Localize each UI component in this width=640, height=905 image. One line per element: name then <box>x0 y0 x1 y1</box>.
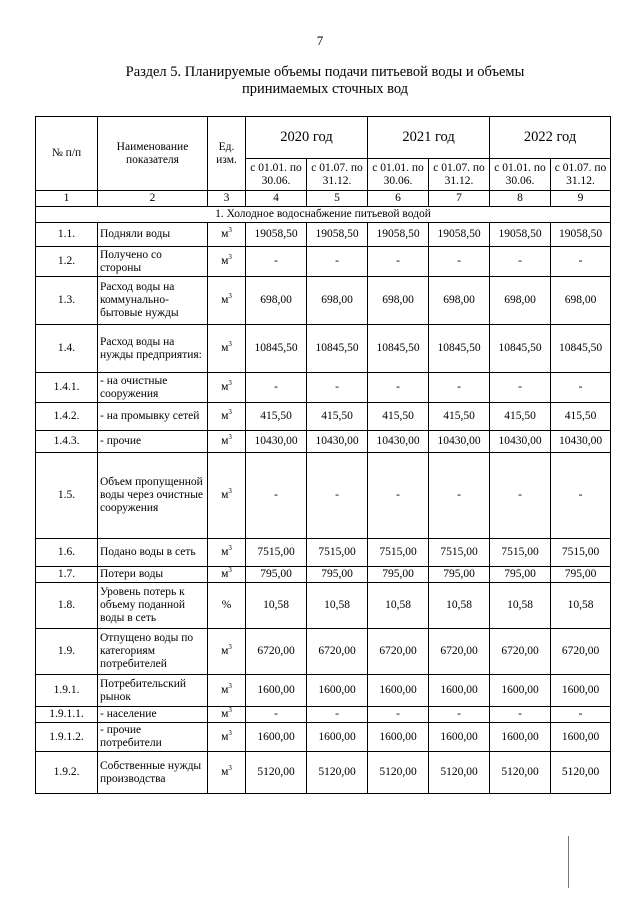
table-row <box>36 567 611 583</box>
header-period: с 01.07. по 31.12. <box>307 159 368 191</box>
row-value: - <box>551 373 611 403</box>
row-unit <box>208 707 246 723</box>
title-line-2: принимаемых сточных вод <box>241 81 409 97</box>
row-value: 795,00 <box>429 567 490 583</box>
row-value: 10845,50 <box>551 325 611 373</box>
row-value: - <box>490 373 551 403</box>
index-cell: 5 <box>307 191 368 207</box>
row-number: 1.8. <box>36 583 98 629</box>
row-value: 5120,00 <box>551 752 611 794</box>
unit-text: м <box>221 381 229 393</box>
unit-superscript: 3 <box>228 544 232 553</box>
row-number: 1.3. <box>36 277 98 325</box>
header-name: Наименование показателя <box>98 117 208 191</box>
row-number: 1.4. <box>36 325 98 373</box>
unit-text: м <box>221 435 229 447</box>
row-name: Подано воды в сеть <box>98 539 208 567</box>
row-value: - <box>368 707 429 723</box>
row-value: - <box>429 373 490 403</box>
row-value: 698,00 <box>429 277 490 325</box>
table-row <box>36 325 611 373</box>
row-value: 6720,00 <box>368 629 429 675</box>
row-value: 10430,00 <box>307 431 368 453</box>
header-period: с 01.01. по 30.06. <box>368 159 429 191</box>
row-value: - <box>490 453 551 539</box>
unit-superscript: 3 <box>228 566 232 575</box>
row-value: 415,50 <box>551 403 611 431</box>
table-row <box>36 675 611 707</box>
row-value: 1600,00 <box>368 675 429 707</box>
row-value: 415,50 <box>368 403 429 431</box>
table-row <box>36 223 611 247</box>
row-number: 1.4.2. <box>36 403 98 431</box>
index-cell: 3 <box>208 191 246 207</box>
header-period: с 01.07. по 31.12. <box>429 159 490 191</box>
header-year-2021: 2021 год <box>368 117 490 159</box>
row-value: 19058,50 <box>429 223 490 247</box>
unit-text: м <box>221 546 229 558</box>
unit-text: м <box>221 228 229 240</box>
header-period: с 01.01. по 30.06. <box>490 159 551 191</box>
row-value: 698,00 <box>307 277 368 325</box>
row-unit <box>208 247 246 277</box>
row-value: 7515,00 <box>307 539 368 567</box>
row-number: 1.1. <box>36 223 98 247</box>
row-name: Отпущено воды по категориям потребителей <box>98 629 208 675</box>
row-value: 1600,00 <box>246 675 307 707</box>
row-value: - <box>368 373 429 403</box>
unit-text: м <box>221 645 229 657</box>
row-value: 415,50 <box>307 403 368 431</box>
row-value: - <box>490 707 551 723</box>
row-value: 10,58 <box>307 583 368 629</box>
row-number: 1.5. <box>36 453 98 539</box>
row-value: 10430,00 <box>429 431 490 453</box>
row-number: 1.9.1.2. <box>36 723 98 752</box>
row-value: 1600,00 <box>368 723 429 752</box>
row-name: Подняли воды <box>98 223 208 247</box>
table-row <box>36 752 611 794</box>
row-unit <box>208 539 246 567</box>
row-name: - на очистные сооружения <box>98 373 208 403</box>
row-value: - <box>368 247 429 277</box>
unit-superscript: 3 <box>228 706 232 715</box>
row-value: 1600,00 <box>307 675 368 707</box>
unit-superscript: 3 <box>228 728 232 737</box>
title-line-1: Раздел 5. Планируемые объемы подачи питьевой воды и объемы <box>125 64 525 80</box>
unit-text: м <box>221 708 229 720</box>
row-value: 10,58 <box>429 583 490 629</box>
row-name: Расход воды на коммунально-бытовые нужды <box>98 277 208 325</box>
row-value: 10430,00 <box>490 431 551 453</box>
row-value: 7515,00 <box>551 539 611 567</box>
row-value: 415,50 <box>429 403 490 431</box>
row-value: - <box>429 707 490 723</box>
row-unit <box>208 277 246 325</box>
unit-text: м <box>221 684 229 696</box>
row-value: 10845,50 <box>307 325 368 373</box>
row-value: - <box>551 247 611 277</box>
row-unit <box>208 223 246 247</box>
header-year-2022: 2022 год <box>490 117 611 159</box>
row-value: 19058,50 <box>551 223 611 247</box>
row-unit <box>208 629 246 675</box>
row-name: Объем пропущенной воды через очистные сооружения <box>98 453 208 539</box>
row-unit <box>208 373 246 403</box>
row-value: 5120,00 <box>246 752 307 794</box>
unit-text: м <box>221 766 229 778</box>
row-unit <box>208 567 246 583</box>
index-cell: 9 <box>551 191 611 207</box>
row-value: 7515,00 <box>429 539 490 567</box>
row-value: - <box>307 373 368 403</box>
row-value: 698,00 <box>490 277 551 325</box>
unit-text: м <box>221 730 229 743</box>
row-number: 1.9.1.1. <box>36 707 98 723</box>
header-period: с 01.07. по 31.12. <box>551 159 611 191</box>
row-value: 1600,00 <box>429 675 490 707</box>
unit-text: м <box>221 294 229 306</box>
header-year-2020: 2020 год <box>246 117 368 159</box>
row-unit <box>208 723 246 752</box>
row-value: 795,00 <box>368 567 429 583</box>
row-value: - <box>368 453 429 539</box>
row-value: 1600,00 <box>429 723 490 752</box>
row-unit <box>208 431 246 453</box>
row-name: Собственные нужды производства <box>98 752 208 794</box>
index-cell: 4 <box>246 191 307 207</box>
row-value: - <box>307 707 368 723</box>
row-value: - <box>246 247 307 277</box>
row-value: 19058,50 <box>368 223 429 247</box>
row-value: - <box>429 247 490 277</box>
row-name: Получено со стороны <box>98 247 208 277</box>
page-number: 7 <box>316 33 324 48</box>
row-value: 1600,00 <box>490 675 551 707</box>
water-volumes-table <box>35 116 611 794</box>
table-row <box>36 723 611 752</box>
header-num: № п/п <box>36 117 98 191</box>
table-row <box>36 403 611 431</box>
row-value: 415,50 <box>490 403 551 431</box>
row-value: - <box>551 707 611 723</box>
unit-superscript: 3 <box>228 379 232 388</box>
row-value: 6720,00 <box>246 629 307 675</box>
row-value: 6720,00 <box>307 629 368 675</box>
row-unit <box>208 675 246 707</box>
row-value: 415,50 <box>246 403 307 431</box>
row-number: 1.9. <box>36 629 98 675</box>
row-value: 6720,00 <box>490 629 551 675</box>
row-value: 10,58 <box>490 583 551 629</box>
table-row <box>36 247 611 277</box>
unit-superscript: 3 <box>228 487 232 496</box>
row-value: 1600,00 <box>246 723 307 752</box>
unit-superscript: 3 <box>228 433 232 442</box>
row-value: 795,00 <box>246 567 307 583</box>
row-name: - прочие потребители <box>98 723 208 752</box>
unit-text: м <box>221 568 229 580</box>
row-value: 10,58 <box>246 583 307 629</box>
row-unit <box>208 453 246 539</box>
row-value: 795,00 <box>551 567 611 583</box>
table-row <box>36 373 611 403</box>
table-row <box>36 707 611 723</box>
row-number: 1.7. <box>36 567 98 583</box>
row-number: 1.4.3. <box>36 431 98 453</box>
unit-superscript: 3 <box>228 682 232 691</box>
unit-superscript: 3 <box>228 764 232 773</box>
row-value: - <box>246 373 307 403</box>
row-value: 698,00 <box>368 277 429 325</box>
table-row <box>36 453 611 539</box>
unit-superscript: 3 <box>228 643 232 652</box>
row-value: 5120,00 <box>490 752 551 794</box>
index-cell: 2 <box>98 191 208 207</box>
row-number: 1.6. <box>36 539 98 567</box>
row-unit <box>208 403 246 431</box>
row-value: 10845,50 <box>246 325 307 373</box>
row-value: 7515,00 <box>246 539 307 567</box>
row-value: 19058,50 <box>246 223 307 247</box>
row-value: 10,58 <box>551 583 611 629</box>
row-value: 1600,00 <box>490 723 551 752</box>
row-value: 6720,00 <box>551 629 611 675</box>
row-value: 795,00 <box>307 567 368 583</box>
row-name: Потери воды <box>98 567 208 583</box>
row-name: - на промывку сетей <box>98 403 208 431</box>
row-value: 1600,00 <box>551 723 611 752</box>
table-row <box>36 431 611 453</box>
row-unit <box>208 583 246 629</box>
index-cell: 7 <box>429 191 490 207</box>
row-value: - <box>551 453 611 539</box>
header-period: с 01.01. по 30.06. <box>246 159 307 191</box>
row-number: 1.4.1. <box>36 373 98 403</box>
row-number: 1.9.2. <box>36 752 98 794</box>
row-value: 698,00 <box>246 277 307 325</box>
row-name: Расход воды на нужды предприятия: <box>98 325 208 373</box>
row-value: 1600,00 <box>307 723 368 752</box>
unit-superscript: 3 <box>228 408 232 417</box>
table-row <box>36 583 611 629</box>
index-cell: 6 <box>368 191 429 207</box>
unit-text: % <box>221 599 232 611</box>
row-value: 7515,00 <box>368 539 429 567</box>
unit-text: м <box>221 342 229 354</box>
row-value: 10430,00 <box>368 431 429 453</box>
row-value: 5120,00 <box>429 752 490 794</box>
index-cell: 1 <box>36 191 98 207</box>
row-value: - <box>429 453 490 539</box>
row-value: - <box>246 453 307 539</box>
row-value: 5120,00 <box>368 752 429 794</box>
row-unit <box>208 325 246 373</box>
index-cell: 8 <box>490 191 551 207</box>
row-value: 6720,00 <box>429 629 490 675</box>
header-unit: Ед. изм. <box>208 117 246 191</box>
table-row <box>36 277 611 325</box>
row-value: 10845,50 <box>429 325 490 373</box>
section-heading: 1. Холодное водоснабжение питьевой водой <box>36 207 611 223</box>
table-row <box>36 539 611 567</box>
row-value: 10430,00 <box>246 431 307 453</box>
row-value: - <box>246 707 307 723</box>
row-value: - <box>490 247 551 277</box>
row-name: - прочие <box>98 431 208 453</box>
row-value: - <box>307 453 368 539</box>
row-value: 19058,50 <box>307 223 368 247</box>
row-value: 10,58 <box>368 583 429 629</box>
unit-superscript: 3 <box>228 292 232 301</box>
table-row <box>36 629 611 675</box>
unit-superscript: 3 <box>228 253 232 262</box>
unit-superscript: 3 <box>228 340 232 349</box>
row-value: 7515,00 <box>490 539 551 567</box>
row-name: Уровень потерь к объему поданной воды в сеть <box>98 583 208 629</box>
row-name: Потребительский рынок <box>98 675 208 707</box>
row-value: 10845,50 <box>490 325 551 373</box>
row-value: 5120,00 <box>307 752 368 794</box>
row-value: 19058,50 <box>490 223 551 247</box>
row-value: 10430,00 <box>551 431 611 453</box>
unit-text: м <box>221 489 229 501</box>
unit-text: м <box>221 255 229 267</box>
row-value: 698,00 <box>551 277 611 325</box>
unit-text: м <box>221 410 229 422</box>
section-title <box>60 64 590 98</box>
row-value: 795,00 <box>490 567 551 583</box>
row-value: - <box>307 247 368 277</box>
row-value: 10845,50 <box>368 325 429 373</box>
unit-superscript: 3 <box>228 226 232 235</box>
row-unit <box>208 752 246 794</box>
row-name: - население <box>98 707 208 723</box>
row-value: 1600,00 <box>551 675 611 707</box>
row-number: 1.9.1. <box>36 675 98 707</box>
row-number: 1.2. <box>36 247 98 277</box>
margin-line <box>568 836 569 888</box>
